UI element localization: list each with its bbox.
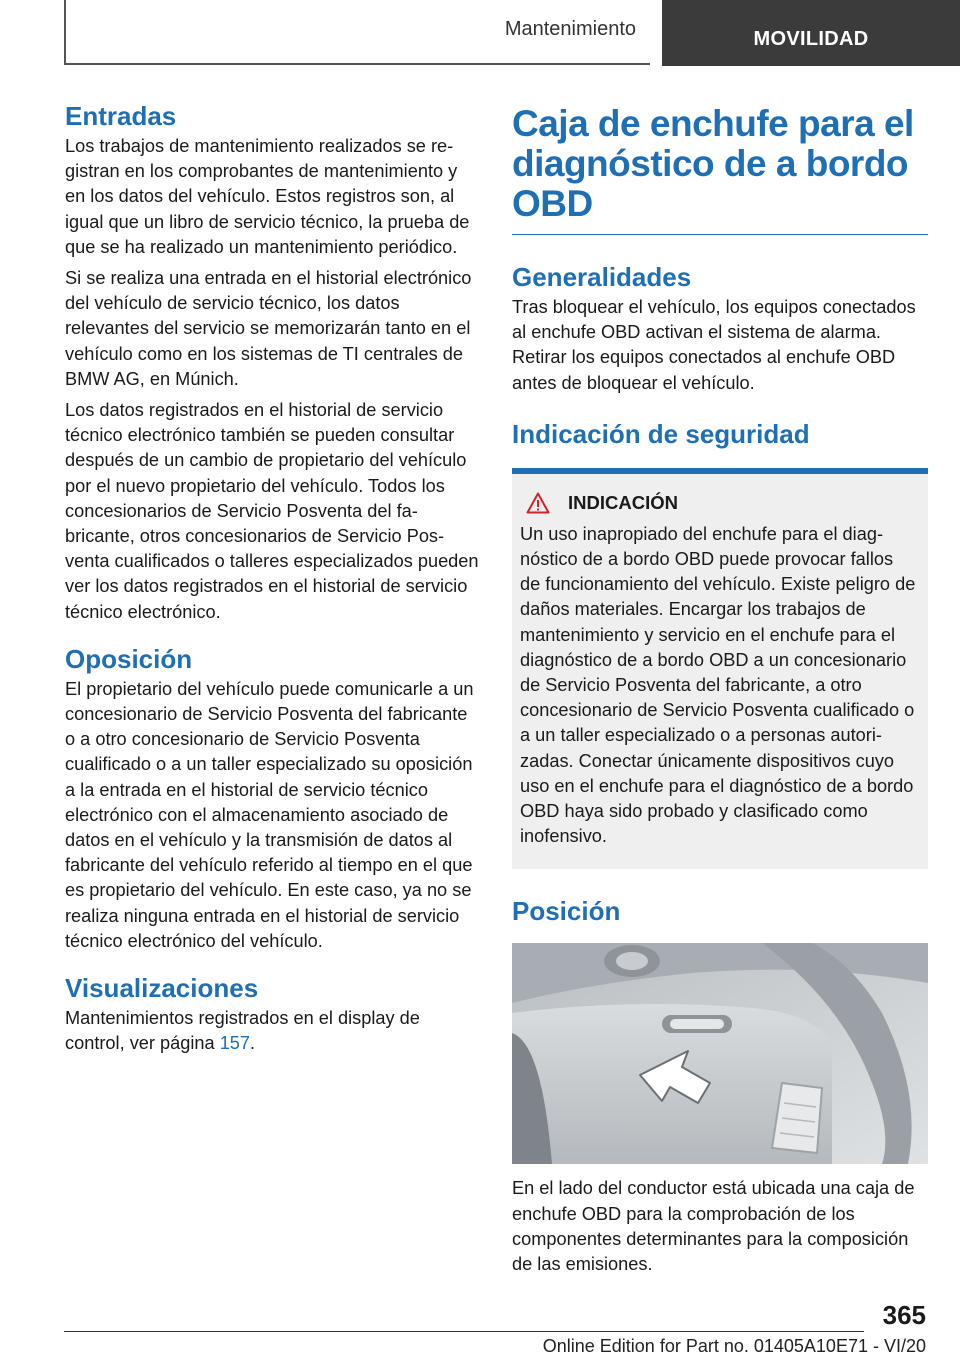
heading-generalidades: Generalidades: [512, 262, 692, 292]
section-oposicion: [65, 643, 480, 954]
section-generalidades: [512, 261, 928, 396]
page-link-157[interactable]: 157: [219, 1033, 251, 1054]
visualizaciones-period: .: [250, 1033, 256, 1054]
footer-rule: [64, 1331, 864, 1332]
entradas-paragraph-3: Los datos registrados en el historial de servicio técnico electrónico también se pueden consultar después de un cambio de propietario del vehículo por el nuevo propietario del vehículo. Todos los concesionarios de Servicio Posventa del fabricante, otros concesionarios de Servicio Posventa cualificados o talleres especializados pueden ver los datos registrados en el historial de servicio técnico electrónico.: [65, 400, 479, 622]
page-number: 365: [882, 1300, 926, 1330]
header-chapter-tab: MOVILIDAD: [662, 0, 960, 66]
section-visualizaciones: [65, 972, 480, 1056]
warning-triangle-icon: [526, 492, 550, 514]
left-column: [65, 100, 480, 1057]
section-posicion: [512, 895, 928, 1277]
right-column: [512, 100, 928, 1277]
footer-edition: Online Edition for Part no. 01405A10E71 - VI/20: [542, 1336, 926, 1356]
heading-posicion: Posición: [512, 896, 621, 927]
posicion-caption: En el lado del conductor está ubicada una caja de enchufe OBD para la comprobación de los componentes determinantes para la composición de las emisiones.: [512, 1178, 915, 1275]
heading-visualizaciones: Visualizaciones: [65, 973, 259, 1004]
notice-title: [520, 492, 918, 514]
safety-notice-box: [512, 468, 928, 870]
oposicion-paragraph-1: El propietario del vehículo puede comunicarle a un concesionario de Servicio Posventa del fabricante o a otro concesionario de Servicio Posventa cualificado o a un taller especializado su oposición a la entrada en el historial de servicio técnico electrónico con el almacenamiento asociado de datos en el vehículo y la transmisión de datos al fabricante del vehículo referido al tiempo en el que es propietario del vehículo. En este caso, ya no se realiza ninguna entrada en el historial de servicio técnico electrónico del vehículo.: [65, 678, 474, 951]
entradas-paragraph-2: Si se realiza una entrada en el historial electrónico del vehículo de servicio técnico, los datos relevantes del servicio se memorizarán tanto en el vehículo como en los sistemas de TI centrales de BMW AG, en Múnich.: [65, 268, 472, 389]
header-left-rule: [64, 0, 66, 64]
visualizaciones-text: Mantenimientos registrados en el display de control, ver página: [65, 1008, 420, 1054]
notice-label: INDICACIÓN: [568, 491, 678, 513]
entradas-paragraph-1: Los trabajos de mantenimiento realizados se registran en los comprobantes de mantenimiento y en los datos del vehículo. Estos registros son, al igual que un libro de servicio técnico, la prueba de que se ha realizado un mantenimiento periódico.: [65, 136, 470, 257]
header-section-title: Mantenimiento: [504, 18, 636, 40]
page-title: Caja de enchufe para el diagnóstico de a bordo OBD: [512, 103, 914, 224]
obd-location-photo: [512, 943, 928, 1164]
notice-text: Un uso inapropiado del enchufe para el diagnóstico de a bordo OBD puede provocar fallos de funcionamiento del vehículo. Existe peligro de daños materiales. Encargar los trabajos de mantenimiento y servicio en el enchufe para el diagnóstico de a bordo OBD a un concesionario de Servicio Posventa del fabricante, a otro concesionario de Servicio Posventa cualificado o a un taller especializado o a personas autorizadas. Conectar únicamente dispositivos cuyo uso en el enchufe para el diagnóstico de a bordo OBD haya sido probado y clasificado como inofensivo.: [520, 523, 916, 847]
header-bottom-rule: [64, 63, 650, 65]
visualizaciones-paragraph-1: [65, 1006, 480, 1056]
title-underline: [512, 234, 928, 235]
generalidades-paragraph-1: Tras bloquear el vehículo, los equipos conectados al enchufe OBD activan el sistema de alarma. Retirar los equipos conectados al enchufe OBD antes de bloquear el vehículo.: [512, 297, 916, 393]
heading-oposicion: Oposición: [65, 643, 193, 674]
section-seguridad: [512, 418, 928, 870]
section-entradas: [65, 100, 480, 625]
heading-seguridad: Indicación de seguridad: [512, 418, 810, 449]
heading-entradas: Entradas: [65, 101, 177, 131]
